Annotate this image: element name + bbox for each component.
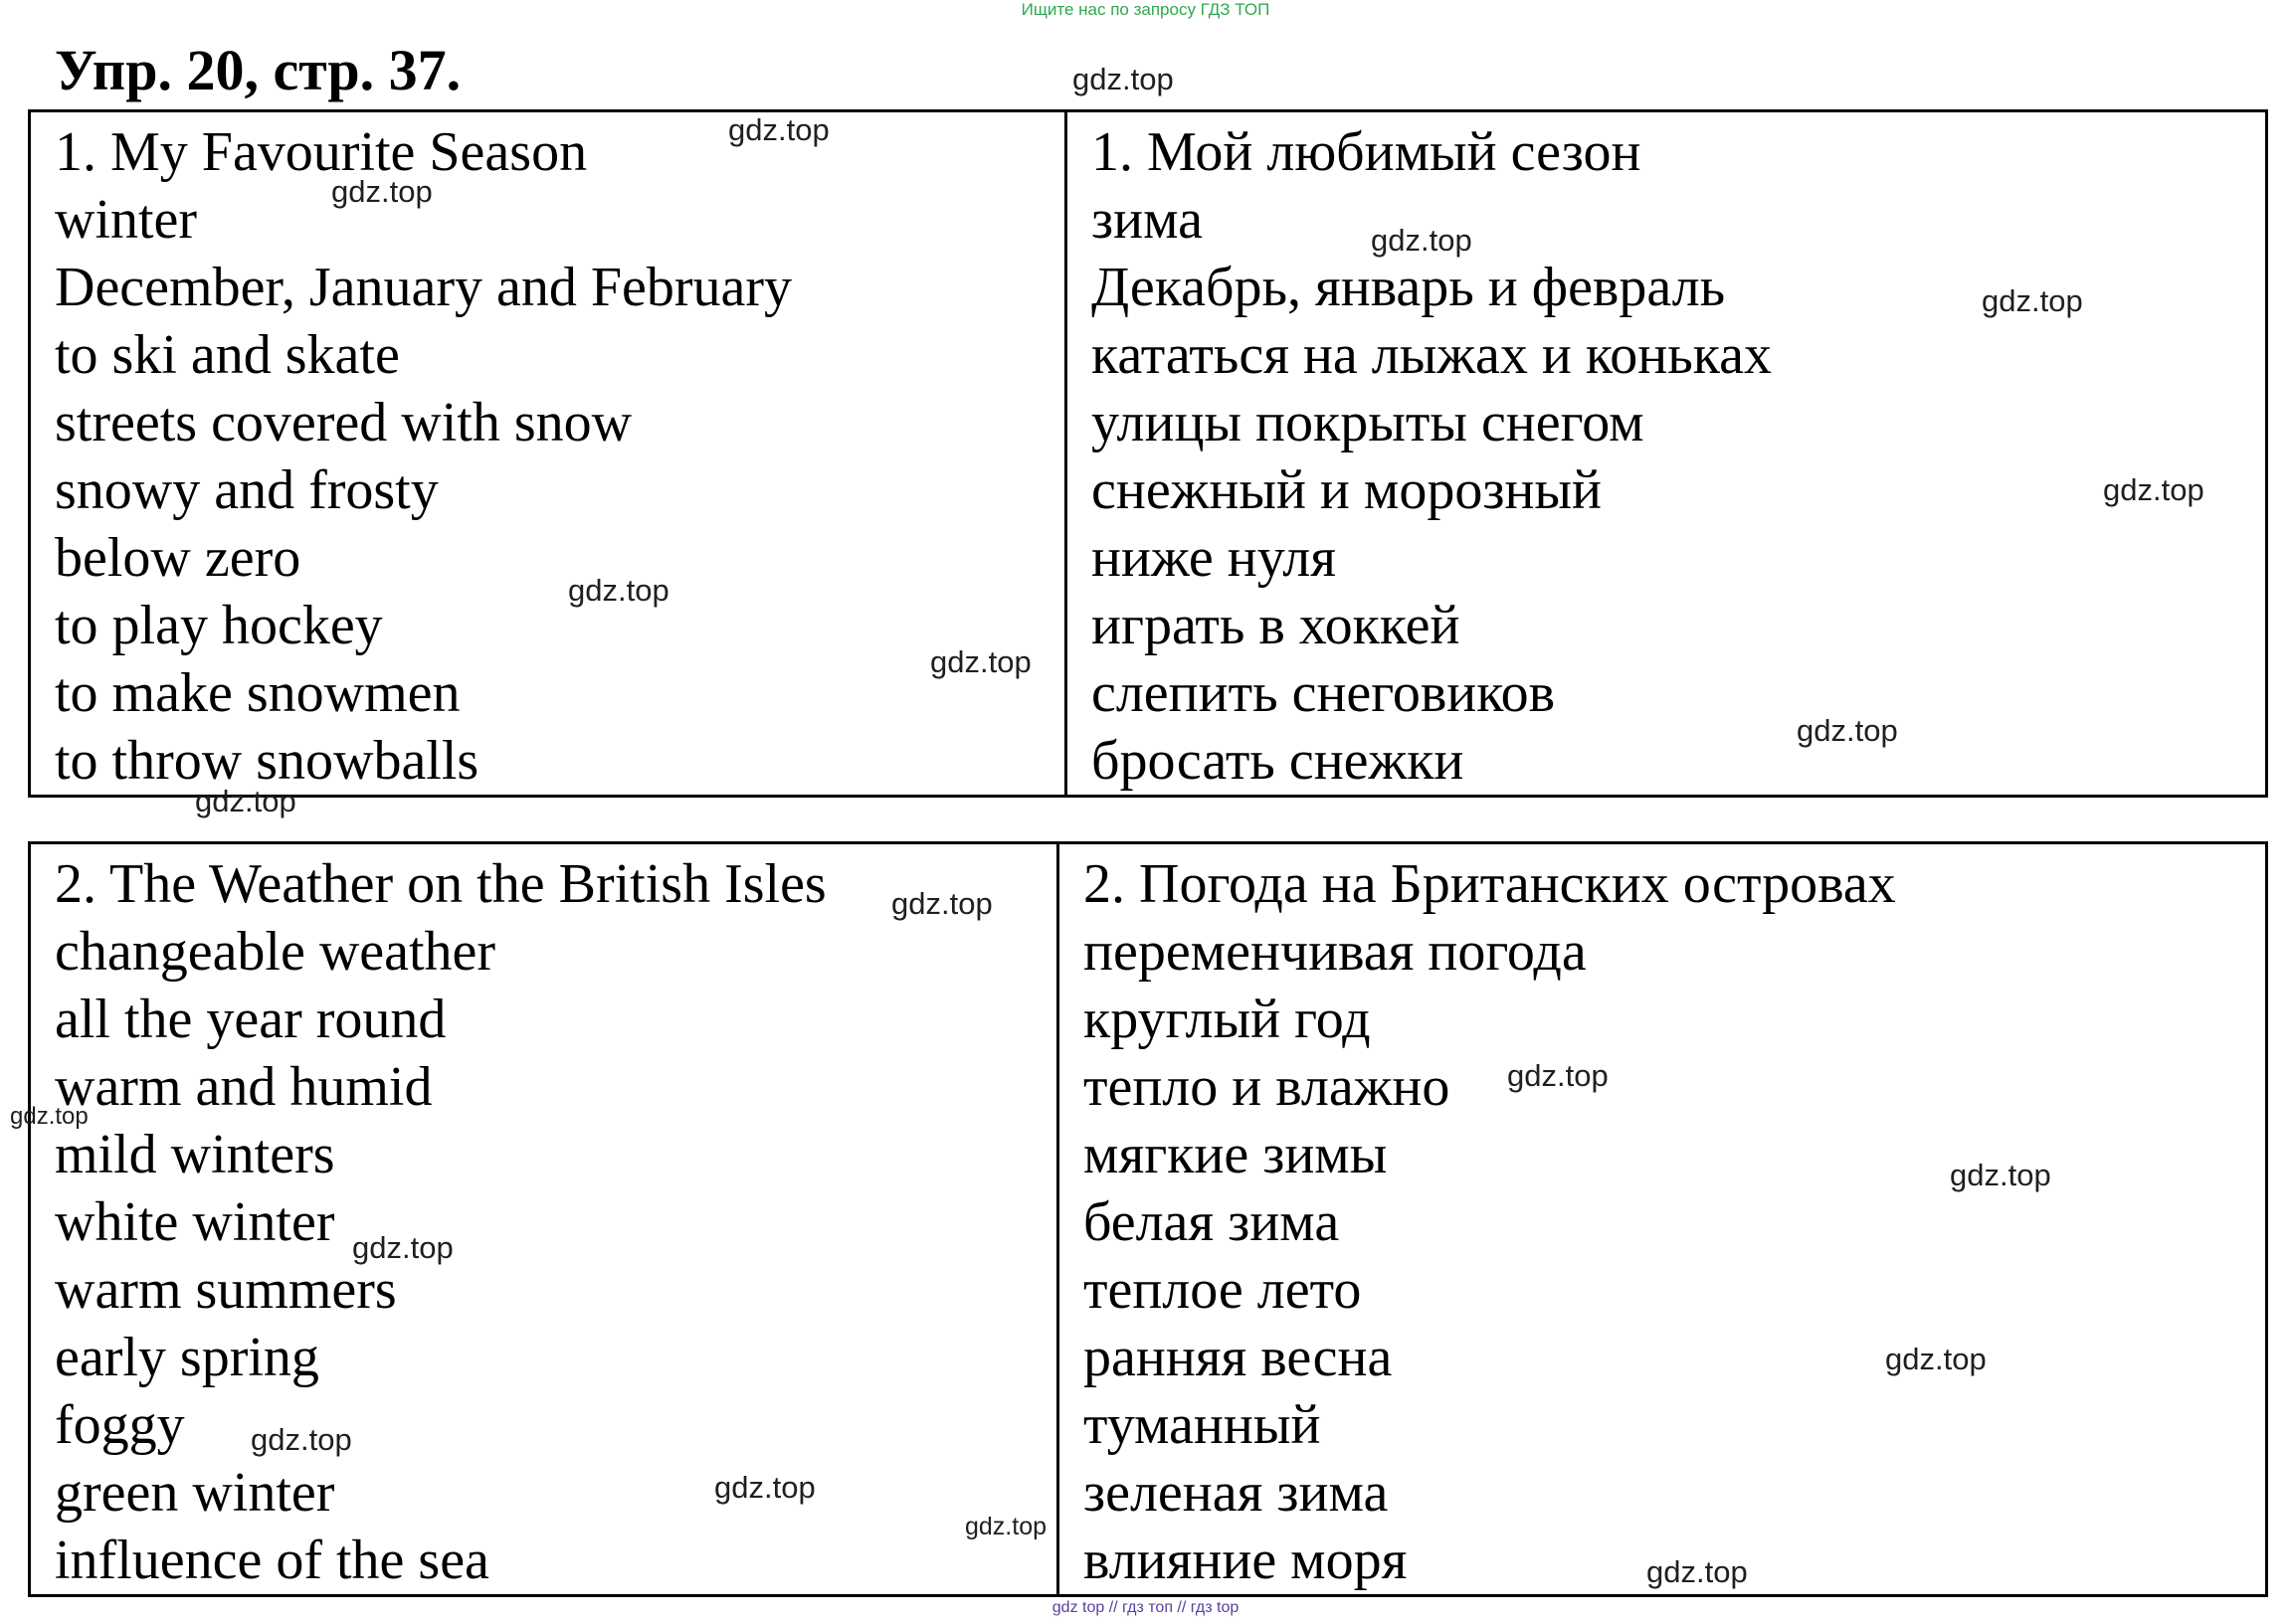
watermark: gdz.top (714, 1470, 816, 1505)
watermark: gdz.top (1950, 1158, 2051, 1192)
vocab-english: early spring (55, 1327, 319, 1388)
vocab-english: green winter (55, 1462, 335, 1524)
vocab-russian: зима (1091, 189, 1203, 251)
watermark: gdz.top (1797, 713, 1898, 748)
vocab-russian: улицы покрыты снегом (1091, 392, 1644, 453)
vocab-english: to make snowmen (55, 662, 461, 724)
vocab-russian: тепло и влажно (1083, 1056, 1450, 1118)
vocab-russian: слепить снеговиков (1091, 662, 1556, 724)
watermark: gdz.top (728, 112, 830, 147)
heading-russian: 2. Погода на Британских островах (1083, 853, 1896, 915)
watermark: gdz.top (930, 644, 1032, 679)
watermark: gdz.top (568, 573, 669, 608)
table-row (30, 111, 2267, 797)
vocab-english: mild winters (55, 1124, 335, 1185)
russian-column (1058, 843, 2267, 1596)
watermark: gdz.top (195, 784, 296, 818)
english-column (30, 843, 1058, 1596)
vocab-english: snowy and frosty (55, 459, 439, 521)
heading-english: 2. The Weather on the British Isles (55, 853, 827, 915)
table-row (30, 843, 2267, 1596)
vocab-russian: влияние моря (1083, 1530, 1408, 1591)
watermark: gdz.top (891, 886, 993, 921)
page-title: Упр. 20, стр. 37. (55, 38, 462, 102)
vocabulary-table-2 (28, 841, 2268, 1597)
vocab-english: warm and humid (55, 1056, 433, 1118)
vocab-russian: кататься на лыжах и коньках (1091, 324, 1772, 386)
vocab-english: to throw snowballs (55, 730, 479, 792)
vocab-english: below zero (55, 527, 301, 589)
vocab-russian: Декабрь, январь и февраль (1091, 257, 1726, 318)
vocab-english: winter (55, 189, 198, 251)
watermark: gdz.top (1646, 1554, 1748, 1589)
vocab-russian: играть в хоккей (1091, 595, 1460, 656)
vocab-english: warm summers (55, 1259, 397, 1321)
vocab-english: all the year round (55, 989, 447, 1050)
vocab-english: foggy (55, 1394, 185, 1456)
watermark: gdz.top (965, 1513, 1048, 1540)
vocab-russian: зеленая зима (1083, 1462, 1389, 1524)
vocab-english: to play hockey (55, 595, 383, 656)
vocab-russian: бросать снежки (1091, 730, 1464, 792)
watermark: gdz.top (1982, 283, 2083, 318)
vocab-russian: круглый год (1083, 989, 1371, 1050)
watermark: gdz.top (331, 174, 433, 209)
russian-column (1066, 111, 2267, 797)
vocab-english: influence of the sea (55, 1530, 489, 1591)
watermark: gdz.top (1507, 1058, 1609, 1093)
vocab-russian: мягкие зимы (1083, 1124, 1388, 1185)
footer-watermark: gdz top // гдз топ // гдз top (1051, 1599, 1240, 1616)
vocab-english: white winter (55, 1191, 335, 1253)
vocab-english: to ski and skate (55, 324, 400, 386)
watermark: gdz.top (1371, 223, 1472, 258)
vocab-russian: белая зима (1083, 1191, 1340, 1253)
vocab-russian: туманный (1083, 1394, 1321, 1456)
vocab-english: streets covered with snow (55, 392, 633, 453)
vocab-russian: снежный и морозный (1091, 459, 1603, 521)
header-note: Ищите нас по запросу ГДЗ ТОП (1021, 0, 1270, 19)
watermark: gdz.top (10, 1103, 89, 1130)
watermark: gdz.top (251, 1422, 352, 1457)
watermark: gdz.top (352, 1230, 454, 1265)
vocab-russian: теплое лето (1083, 1259, 1362, 1321)
watermark: gdz.top (1885, 1342, 1987, 1376)
vocab-russian: ниже нуля (1091, 527, 1336, 589)
vocab-english: changeable weather (55, 921, 496, 983)
watermark: gdz.top (1072, 62, 1174, 96)
vocab-russian: ранняя весна (1083, 1327, 1393, 1388)
heading-english: 1. My Favourite Season (55, 121, 588, 183)
vocab-english: December, January and February (55, 257, 792, 318)
english-column (30, 111, 1066, 797)
vocabulary-table-1 (28, 109, 2268, 798)
watermark: gdz.top (2103, 472, 2204, 507)
heading-russian: 1. Мой любимый сезон (1091, 121, 1641, 183)
vocab-russian: переменчивая погода (1083, 921, 1587, 983)
